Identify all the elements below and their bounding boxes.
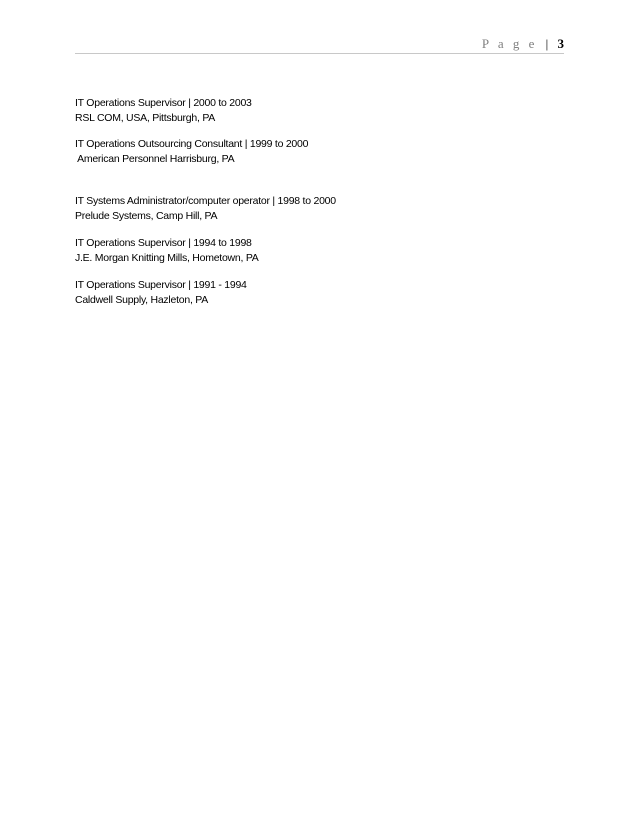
job-title: IT Operations Supervisor | 1994 to 1998 — [75, 237, 252, 249]
job-company: Caldwell Supply, Hazleton, PA — [75, 294, 209, 306]
job-company: RSL COM, USA, Pittsburgh, PA — [75, 112, 216, 124]
job-entry — [75, 278, 565, 308]
job-company: American Personnel Harrisburg, PA — [75, 153, 235, 165]
job-entry — [75, 194, 565, 224]
page-number — [482, 36, 564, 52]
header-rule — [75, 53, 564, 54]
job-entry — [75, 137, 565, 167]
job-company: Prelude Systems, Camp Hill, PA — [75, 210, 218, 222]
page-label: P a g e — [481, 36, 538, 51]
work-history — [75, 96, 565, 308]
page-separator: | — [545, 36, 549, 51]
job-entry — [75, 96, 565, 126]
page-number-value: 3 — [557, 36, 564, 51]
page-header — [0, 0, 638, 60]
job-title: IT Operations Supervisor | 1991 - 1994 — [75, 279, 247, 291]
job-title: IT Operations Outsourcing Consultant | 1999 to 2000 — [75, 138, 309, 150]
job-title: IT Systems Administrator/computer operator | 1998 to 2000 — [75, 195, 336, 207]
job-entry — [75, 236, 565, 266]
job-title: IT Operations Supervisor | 2000 to 2003 — [75, 97, 252, 109]
job-company: J.E. Morgan Knitting Mills, Hometown, PA — [75, 252, 259, 264]
